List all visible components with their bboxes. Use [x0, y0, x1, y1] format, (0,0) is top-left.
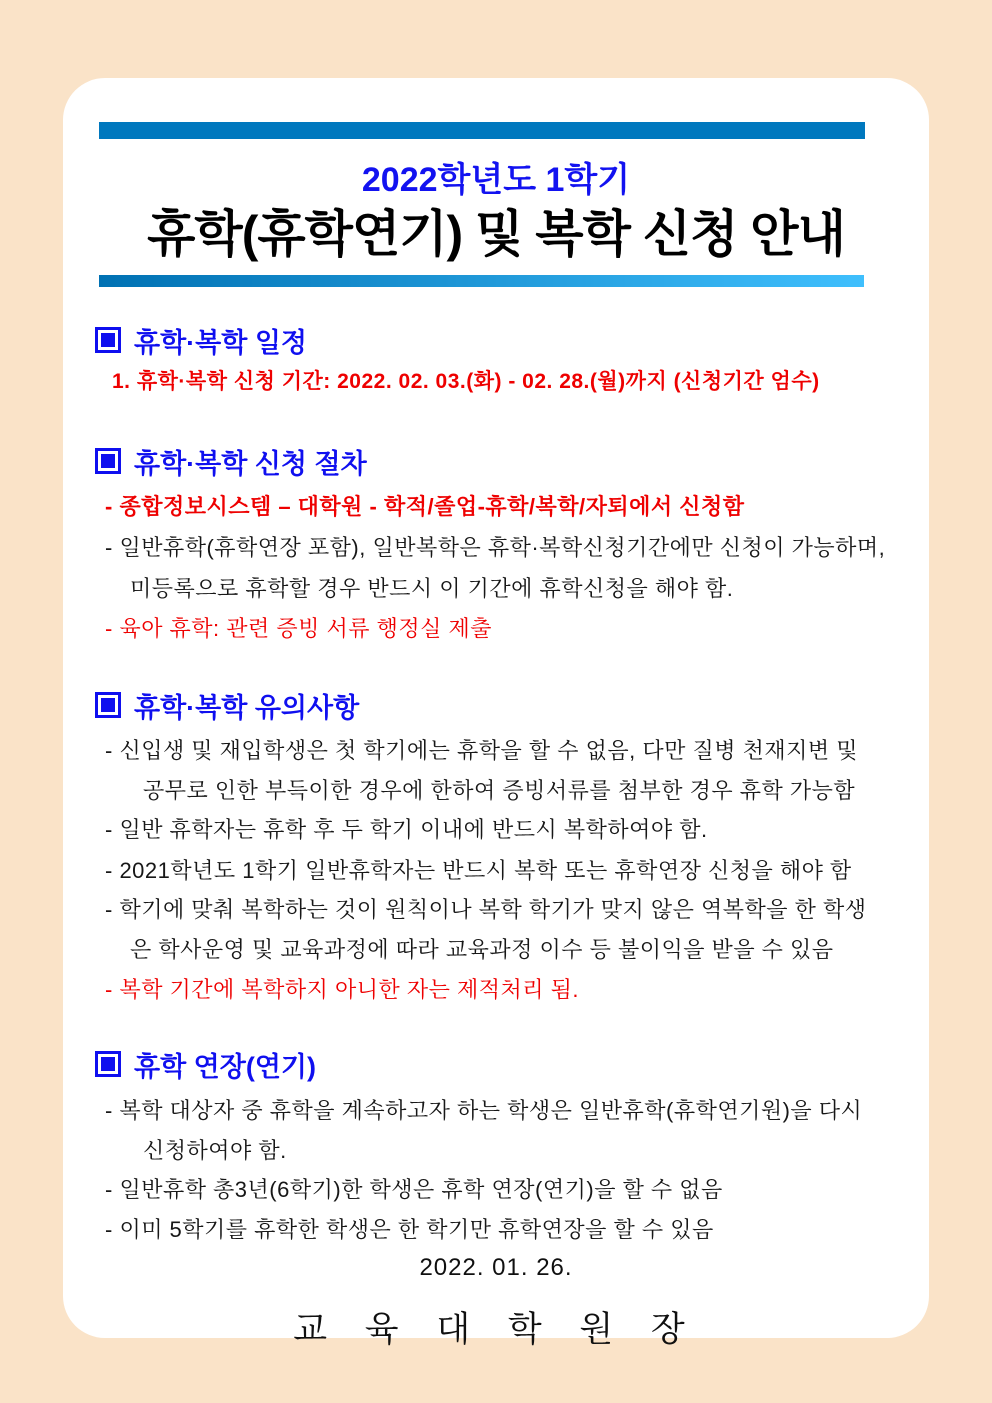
section-notes-heading [95, 690, 360, 723]
section-bullet-icon [95, 1051, 121, 1077]
section-schedule-heading [95, 325, 307, 358]
procedure-childcare-leave-text: - 육아 휴학: 관련 증빙 서류 행정실 제출 [105, 616, 493, 641]
procedure-general-leave-line1: - 일반휴학(휴학연장 포함), 일반복학은 휴학·복학신청기간에만 신청이 가능하며, [105, 535, 886, 560]
section-heading-label: 휴학 연장(연기) [134, 1051, 316, 1082]
extension-five-term-rule-text: - 이미 5학기를 휴학한 학생은 한 학기만 휴학연장을 할 수 있음 [105, 1217, 714, 1242]
notes-offcycle-return-line2: 은 학사운영 및 교육과정에 따라 교육과정 이수 등 불이익을 받을 수 있음 [130, 937, 834, 962]
issuer-signature: 교 육 대 학 원 장 [293, 1310, 699, 1349]
extension-reapply-line2: 신청하여야 함. [143, 1138, 287, 1163]
section-heading-label: 휴학·복학 일정 [134, 327, 307, 358]
notice-title: 휴학(휴학연기) 및 복학 신청 안내 [147, 206, 845, 262]
extension-three-year-limit-text: - 일반휴학 총3년(6학기)한 학생은 휴학 연장(연기)을 할 수 없음 [105, 1177, 723, 1202]
notice-date: 2022. 01. 26. [419, 1254, 573, 1281]
schedule-period-text: 1. 휴학·복학 신청 기간: 2022. 02. 03.(화) - 02. 28.(월)까지 (신청기간 엄수) [112, 370, 820, 393]
section-procedure-heading [95, 446, 367, 479]
procedure-general-leave-line2: 미등록으로 휴학할 경우 반드시 이 기간에 휴학신청을 해야 함. [130, 576, 734, 601]
section-bullet-icon [95, 692, 121, 718]
notes-return-within-two-terms-text: - 일반 휴학자는 휴학 후 두 학기 이내에 반드시 복학하여야 함. [105, 817, 708, 842]
section-bullet-icon [95, 448, 121, 474]
notice-subtitle: 2022학년도 1학기 [361, 161, 631, 199]
notes-expulsion-warning-text: - 복학 기간에 복학하지 아니한 자는 제적처리 됨. [105, 977, 580, 1002]
section-heading-label: 휴학·복학 유의사항 [134, 692, 360, 723]
extension-reapply-line1: - 복학 대상자 중 휴학을 계속하고자 하는 학생은 일반휴학(휴학연기원)을 다시 [105, 1098, 863, 1123]
section-bullet-icon [95, 327, 121, 353]
section-heading-label: 휴학·복학 신청 절차 [134, 448, 367, 479]
header-top-bar [99, 122, 865, 139]
notes-offcycle-return-line1: - 학기에 맞춰 복학하는 것이 원칙이나 복학 학기가 맞지 않은 역복학을 한 학생 [105, 897, 867, 922]
notes-freshman-line2: 공무로 인한 부득이한 경우에 한하여 증빙서류를 첨부한 경우 휴학 가능함 [143, 778, 856, 803]
notes-2021-leave-text: - 2021학년도 1학기 일반휴학자는 반드시 복학 또는 휴학연장 신청을 해야 함 [105, 858, 852, 883]
section-extension-heading [95, 1049, 316, 1082]
notice-card [63, 78, 929, 1349]
notes-freshman-line1: - 신입생 및 재입학생은 첫 학기에는 휴학을 할 수 없음, 다만 질병 천재지변 및 [105, 738, 858, 763]
header-underline-bar [99, 275, 864, 287]
procedure-system-path-text: - 종합정보시스템 – 대학원 - 학적/졸업-휴학/복학/자퇴에서 신청함 [105, 494, 745, 519]
